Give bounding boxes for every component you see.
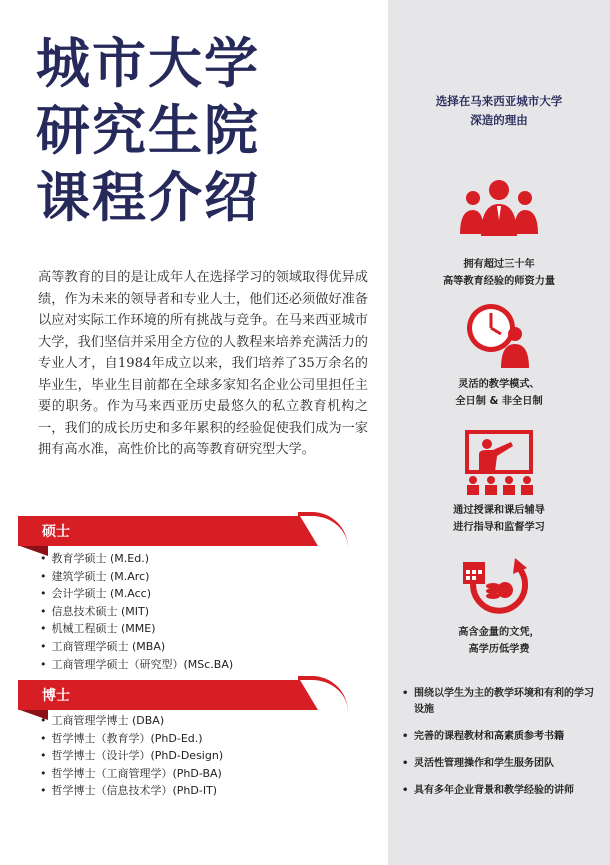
presentation-icon: [459, 428, 539, 496]
list-item: • 建筑学硕士 (M.Arc): [40, 568, 233, 586]
perks-list: [402, 686, 602, 810]
list-item: • 具有多年企业背景和教学经验的讲师: [402, 783, 602, 799]
feature-value: 高含金量的文凭， 高学历低学费: [398, 556, 600, 658]
page-title: [36, 30, 376, 231]
list-item: • 哲学博士（工商管理学）(PhD-BA): [40, 765, 223, 783]
people-group-icon: [457, 176, 541, 250]
list-item: • 机械工程硕士 (MME): [40, 620, 233, 638]
feature-faculty: 拥有超过三十年 高等教育经验的师资力量: [398, 176, 600, 290]
masters-heading: 硕士: [42, 524, 70, 540]
list-item: • 哲学博士（设计学）(PhD-Design): [40, 747, 223, 765]
list-item: • 工商管理学硕士 (MBA): [40, 638, 233, 656]
feature-flexible: 灵活的教学模式、 全日制 & 非全日制: [398, 298, 600, 410]
list-item: • 工商管理学硕士（研究型）(MSc.BA): [40, 656, 233, 674]
doctorate-heading: 博士: [42, 688, 70, 704]
list-item: • 围绕以学生为主的教学环境和有利的学习设施: [402, 686, 602, 718]
list-item: • 哲学博士（信息技术学）(PhD-IT): [40, 782, 223, 800]
title-line: 城市大学: [36, 31, 260, 95]
title-line: 研究生院: [36, 98, 260, 162]
list-item: • 信息技术硕士 (MIT): [40, 603, 233, 621]
list-item: • 哲学博士（教育学）(PhD-Ed.): [40, 730, 223, 748]
doctorate-ribbon: [18, 680, 330, 710]
masters-list: [40, 550, 233, 673]
feature-tutoring: 通过授课和课后辅导 进行指导和监督学习: [398, 428, 600, 536]
list-item: • 工商管理学博士 (DBA): [40, 712, 223, 730]
masters-ribbon: [18, 516, 330, 546]
list-item: • 完善的课程教材和高素质参考书籍: [402, 729, 602, 745]
clock-person-icon: [457, 298, 541, 370]
list-item: • 灵活性管理操作和学生服务团队: [402, 756, 602, 772]
list-item: • 会计学硕士 (M.Acc): [40, 585, 233, 603]
title-line: 课程介绍: [36, 165, 260, 229]
list-item: • 教育学硕士 (M.Ed.): [40, 550, 233, 568]
calendar-coins-icon: [457, 556, 541, 618]
doctorate-list: [40, 712, 223, 800]
sidebar-heading: 选择在马来西亚城市大学 深造的理由: [435, 94, 563, 127]
intro-paragraph: 高等教育的目的是让成年人在选择学习的领域取得优异成绩，作为未来的领导者和专业人士，他们还必须做好准备以应对实际工作环境的所有挑战与竞争。在马来西亚城市大学，我们坚信并采用全方位的人教程来培养充满活力的专业人才，自1984年成立以来，我们培养了35万余名的毕业生，毕业生目前都在全球多家知名企业公司里担任主要的职务。作为马来西亚历史最悠久的私立教育机构之一，我们的成长历史和多年累积的经验促使我们成为一家拥有高水准，高性价比的高等教育研究型大学。: [38, 270, 368, 457]
